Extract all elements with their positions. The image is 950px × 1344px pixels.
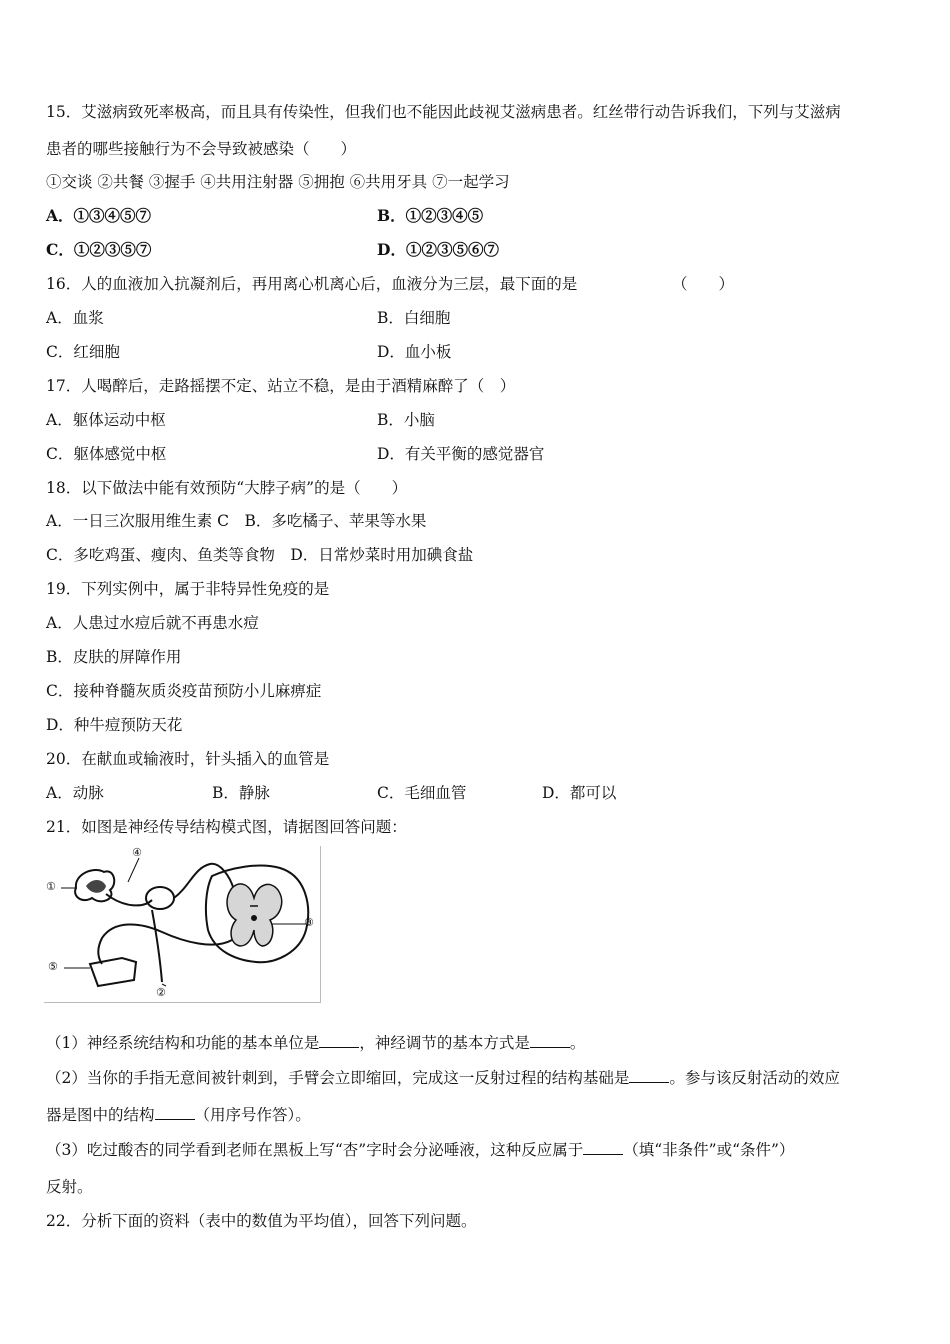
q17-stem: 17．人喝醉后，走路摇摆不定、站立不稳，是由于酒精麻醉了（ ） (46, 377, 516, 395)
q17-option-c: C．躯体感觉中枢 (46, 445, 167, 463)
q17-option-a: A．躯体运动中枢 (46, 411, 166, 429)
q15-option-c: C．①②③⑤⑦ (46, 240, 152, 259)
diagram-label-4: ④ (132, 846, 142, 859)
answer-blank[interactable] (583, 1140, 623, 1155)
q21-sub2-text-b: 。参与该反射活动的效应 (669, 1069, 840, 1087)
q20-stem: 20．在献血或输液时，针头插入的血管是 (46, 750, 330, 768)
answer-blank[interactable] (629, 1068, 669, 1083)
q21-sub3-line1 (46, 1140, 794, 1160)
q15-option-b: B．①②③④⑤ (377, 206, 484, 225)
q15-stem-line2: 患者的哪些接触行为不会导致被感染（ ） (46, 140, 357, 158)
q19-option-a: A．人患过水痘后就不再患水痘 (46, 614, 259, 632)
q19-stem: 19．下列实例中，属于非特异性免疫的是 (46, 580, 330, 598)
q21-sub1-text-a: （1）神经系统结构和功能的基本单位是 (46, 1034, 320, 1052)
q17-option-d: D．有关平衡的感觉器官 (377, 445, 545, 463)
q16-stem: 16．人的血液加入抗凝剂后，再用离心机离心后，血液分为三层，最下面的是 (46, 275, 578, 293)
answer-blank[interactable] (530, 1033, 570, 1048)
q21-sub3-text-a: （3）吃过酸杏的同学看到老师在黑板上写“杏”字时会分泌唾液，这种反应属于 (46, 1141, 584, 1159)
q21-sub2-text-d: （用序号作答）。 (194, 1106, 311, 1124)
q19-option-c: C．接种脊髓灰质炎疫苗预防小儿麻痹症 (46, 682, 322, 700)
q16-option-d: D．血小板 (377, 343, 452, 361)
q21-sub3-line2: 反射。 (46, 1178, 93, 1196)
diagram-label-2: ② (156, 986, 166, 999)
q20-option-c: C．毛细血管 (377, 784, 467, 802)
q15-stem-line1: 15．艾滋病致死率极高，而且具有传染性，但我们也不能因此歧视艾滋病患者。红丝带行动告诉我们，下列与艾滋病 (46, 103, 841, 121)
q22-stem: 22．分析下面的资料（表中的数值为平均值），回答下列问题。 (46, 1212, 477, 1230)
q21-sub2-text-c: 器是图中的结构 (46, 1106, 155, 1124)
q15-option-d: D．①②③⑤⑥⑦ (377, 240, 499, 259)
diagram-label-5: ⑤ (48, 960, 58, 973)
q21-sub1-text-c: 。 (569, 1034, 586, 1052)
q20-option-a: A．动脉 (46, 784, 104, 802)
q21-sub2-text-a: （2）当你的手指无意间被针刺到，手臂会立即缩回，完成这一反射过程的结构基础是 (46, 1069, 630, 1087)
q21-stem: 21．如图是神经传导结构模式图，请据图回答问题： (46, 818, 407, 836)
q19-option-b: B．皮肤的屏障作用 (46, 648, 182, 666)
answer-blank[interactable] (155, 1105, 195, 1120)
q16-option-c: C．红细胞 (46, 343, 120, 361)
q21-sub1-text-b: ，神经调节的基本方式是 (359, 1034, 530, 1052)
q20-option-d: D．都可以 (542, 784, 617, 802)
q15-behavior-list: ①交谈 ②共餐 ③握手 ④共用注射器 ⑤拥抱 ⑥共用牙具 ⑦一起学习 (46, 173, 510, 191)
q18-options-cd: C．多吃鸡蛋、瘦肉、鱼类等食物 D．日常炒菜时用加碘食盐 (46, 546, 474, 564)
diagram-label-1: ① (46, 880, 56, 893)
q16-answer-paren: （ ） (672, 275, 735, 293)
q18-stem: 18．以下做法中能有效预防“大脖子病”的是（ ） (46, 479, 408, 497)
q18-options-ab: A．一日三次服用维生素 C B．多吃橘子、苹果等水果 (46, 512, 427, 530)
q21-sub2-line2 (46, 1105, 311, 1125)
q16-option-b: B．白细胞 (377, 309, 451, 327)
q21-sub3-text-b: （填“非条件”或“条件”） (623, 1141, 795, 1159)
q19-option-d: D．种牛痘预防天花 (46, 716, 183, 734)
q20-option-b: B．静脉 (212, 784, 270, 802)
q15-option-a: A．①③④⑤⑦ (46, 206, 152, 225)
q21-sub2-line1 (46, 1068, 840, 1088)
reflex-arc-diagram (44, 846, 321, 1003)
q21-sub1 (46, 1033, 585, 1053)
q17-option-b: B．小脑 (377, 411, 435, 429)
diagram-label-3: ③ (304, 916, 314, 929)
answer-blank[interactable] (319, 1033, 359, 1048)
q16-option-a: A．血浆 (46, 309, 104, 327)
